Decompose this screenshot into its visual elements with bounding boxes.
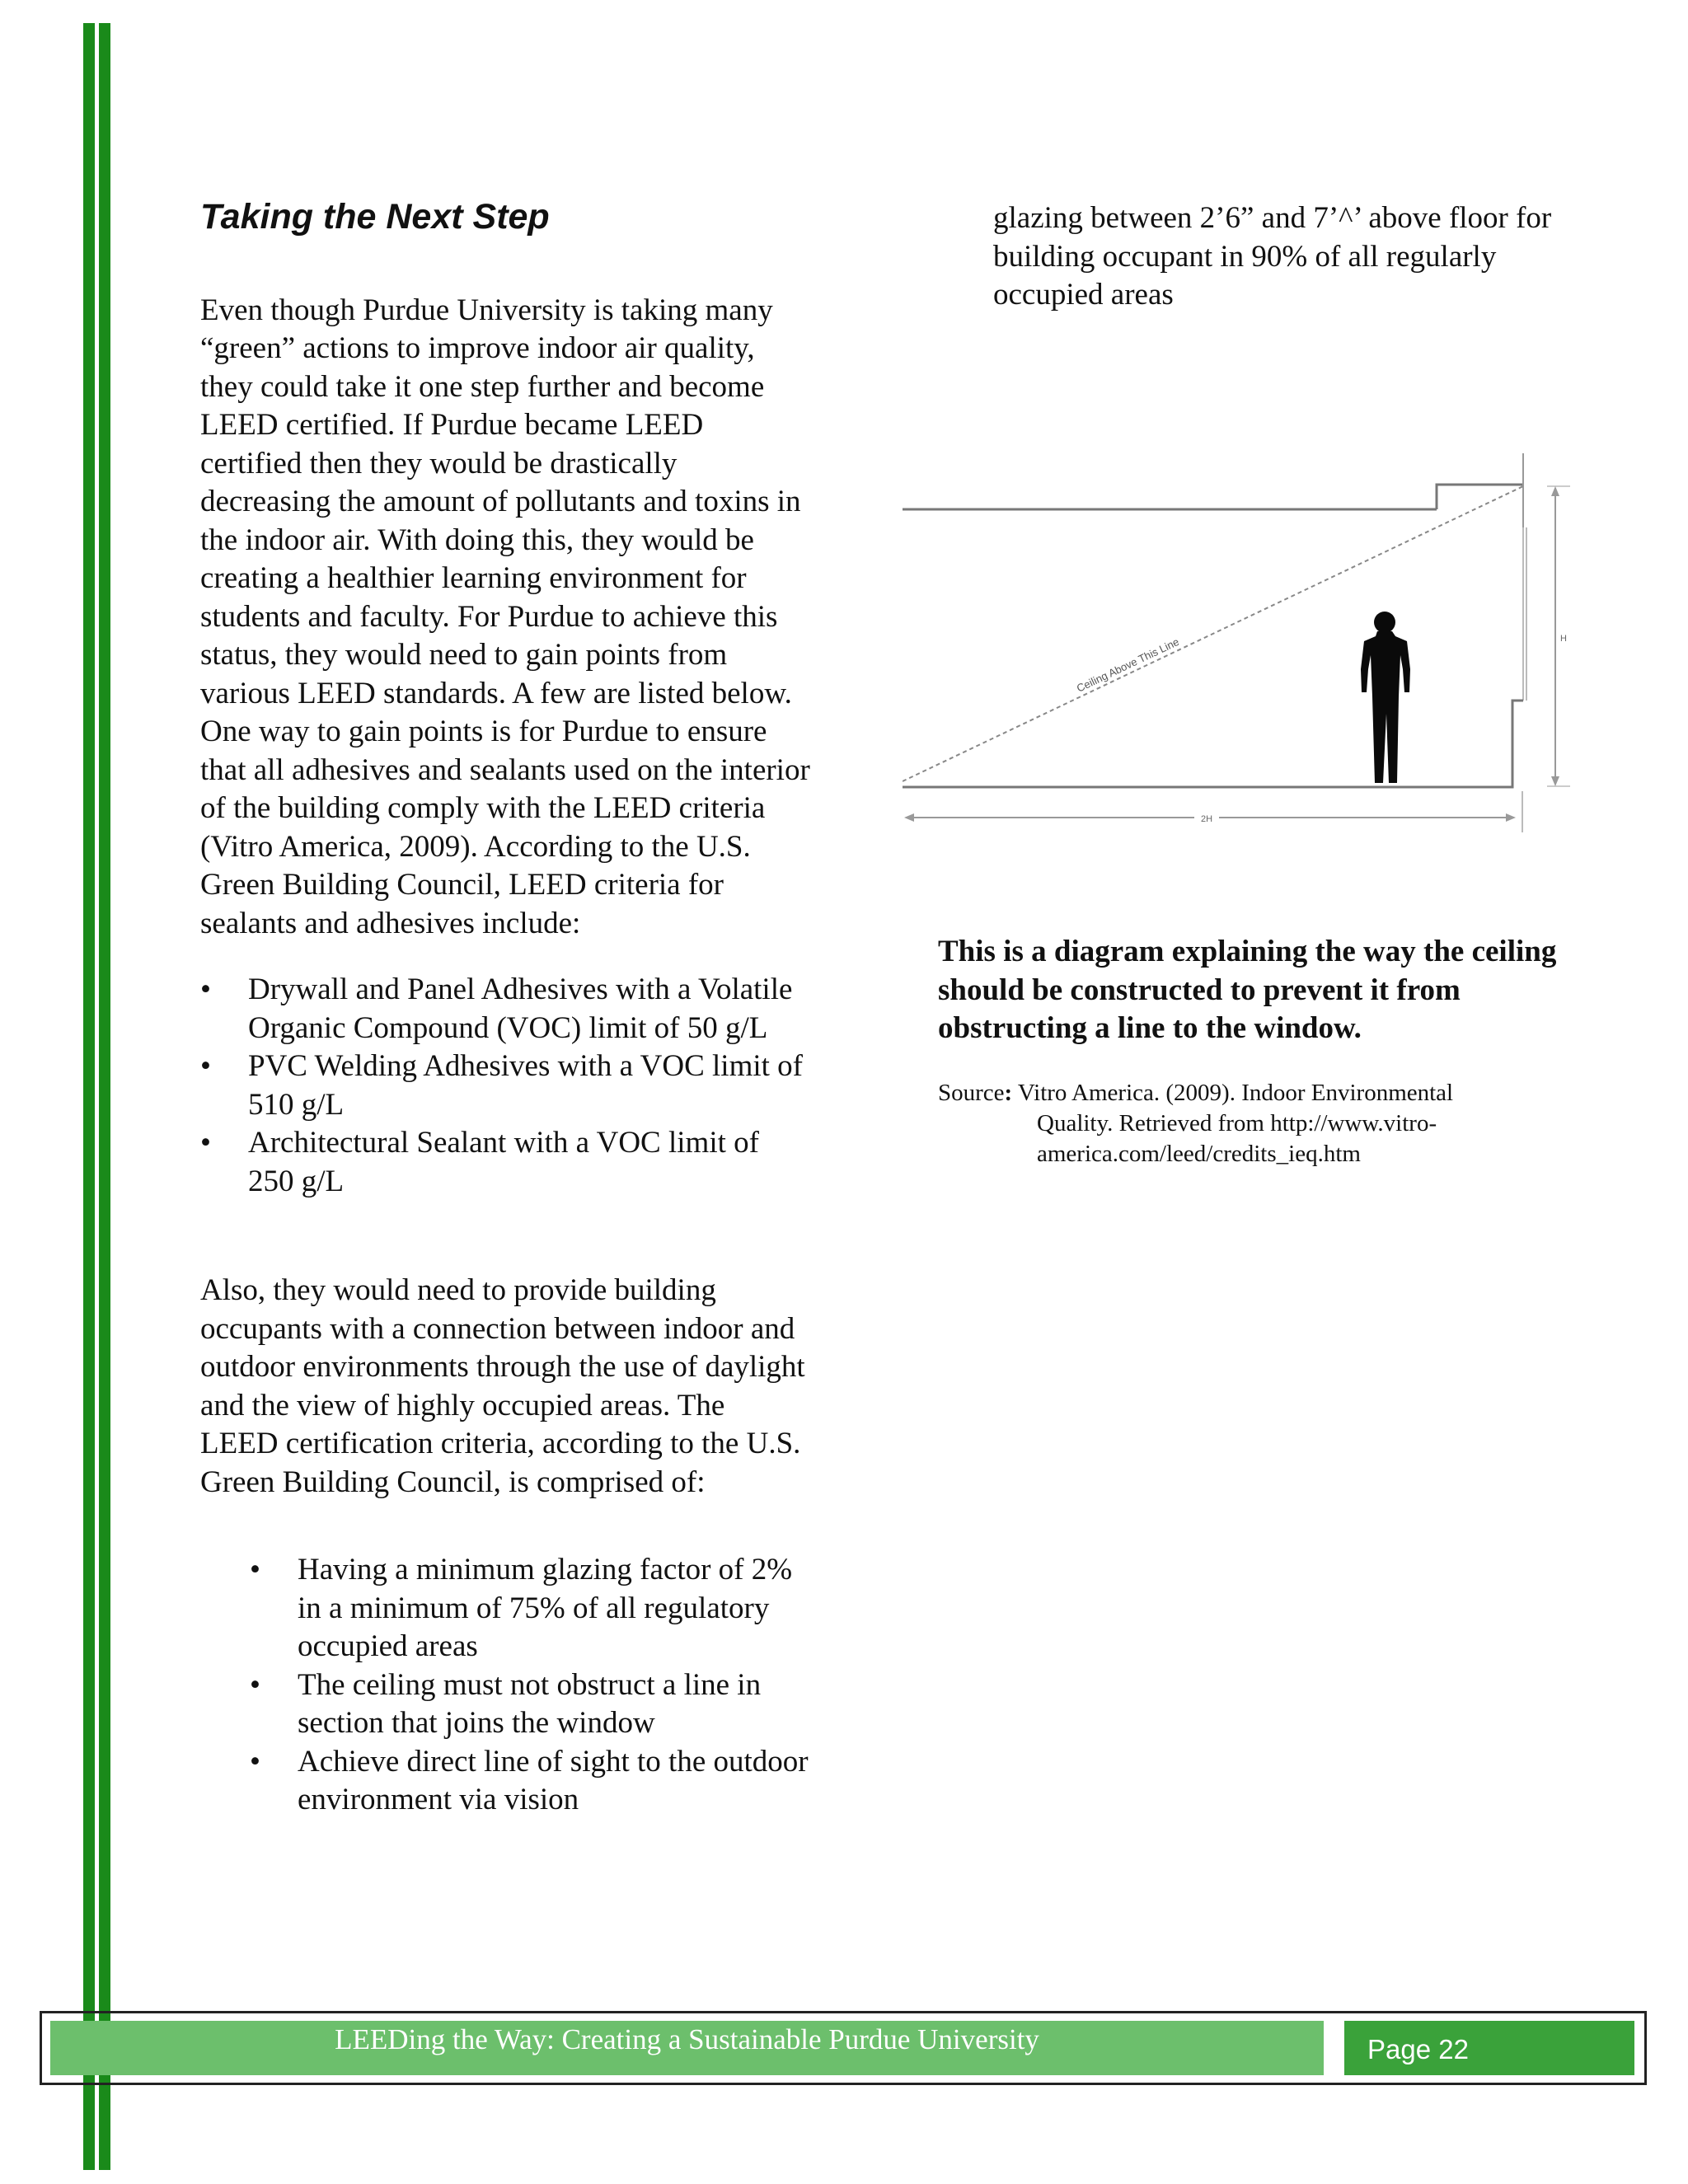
list-item xyxy=(250,1666,810,1743)
source-first-line: Vitro America. (2009). Indoor Environmental xyxy=(1012,1080,1454,1106)
floor-and-sill-line xyxy=(903,701,1523,787)
daylight-paragraph: Also, they would need to provide building occupants with a connection between indoor and outdoor environments through the use of daylight and the view of highly occupied areas. The LEED certification criteria, according to the U.S. Green Building Council, is comprised of: xyxy=(200,1273,805,1499)
arrow-right-icon xyxy=(1506,813,1516,822)
list-item-text: Architectural Sealant with a VOC limit of 250 g/L xyxy=(248,1126,759,1198)
bullet-glyph: • xyxy=(250,1744,260,1779)
sight-line xyxy=(903,486,1523,781)
left-margin-bar-outer xyxy=(83,23,95,2170)
list-item xyxy=(250,1551,810,1666)
section-heading: Taking the Next Step xyxy=(200,197,550,237)
arrow-up-icon xyxy=(1551,486,1559,496)
list-item-text: PVC Welding Adhesives with a VOC limit of 510 g/L xyxy=(248,1049,803,1122)
person-silhouette xyxy=(1361,612,1410,783)
height-label: H xyxy=(1560,634,1567,644)
bullet-glyph: • xyxy=(200,1126,211,1160)
raised-ceiling-line xyxy=(1437,485,1523,509)
source-citation xyxy=(938,1078,1564,1169)
list-item xyxy=(200,1124,810,1201)
bullet-glyph: • xyxy=(250,1667,260,1702)
source-colon: : xyxy=(1004,1080,1013,1106)
source-continuation: Quality. Retrieved from http://www.vitro-america.com/leed/credits_ieq.htm xyxy=(1037,1110,1437,1167)
footer-title: LEEDing the Way: Creating a Sustainable Purdue University xyxy=(50,2021,1324,2075)
diagram-caption: This is a diagram explaining the way the ceiling should be constructed to prevent it from obstructing a line to the window. xyxy=(938,935,1557,1045)
width-label: 2H xyxy=(1200,814,1213,824)
arrow-left-icon xyxy=(904,813,914,822)
adhesive-criteria-list xyxy=(200,971,810,1201)
page-number: Page 22 xyxy=(1344,2021,1634,2075)
list-item xyxy=(250,1743,810,1820)
daylight-criteria-list xyxy=(200,1551,810,1820)
list-item-text: The ceiling must not obstruct a line in section that joins the window xyxy=(298,1667,762,1741)
bullet-glyph: • xyxy=(200,1049,211,1084)
page-footer xyxy=(40,2011,1647,2085)
left-column xyxy=(200,196,810,1820)
intro-paragraph: Even though Purdue University is taking many “green” actions to improve indoor air quality, they could take it one step further and become LEED certified. If Purdue became LEED certified then they would be drastically decreasing the amount of pollutants and toxins in the indoor air. With doing this, they would be creating a healthier learning environment for students and faculty. For Purdue to achieve this status, they would need to gain points from various LEED standards. A few are listed below. One way to gain points is for Purdue to ensure that all adhesives and sealants used on the interior of the building comply with the LEED criteria (Vitro America, 2009). According to the U.S. Green Building Council, LEED criteria for sealants and adhesives include: xyxy=(200,293,810,940)
source-label: Source xyxy=(938,1080,1005,1106)
continuation-text: glazing between 2’6” and 7’^’ above floor for building occupant in 90% of all regularly occupied areas xyxy=(993,201,1552,312)
list-item xyxy=(200,971,810,1047)
list-item-text: Drywall and Panel Adhesives with a Volatile Organic Compound (VOC) limit of 50 g/L xyxy=(248,972,793,1045)
list-item-text: Achieve direct line of sight to the outdoor environment via vision xyxy=(298,1744,809,1817)
arrow-down-icon xyxy=(1551,776,1559,786)
bullet-glyph: • xyxy=(250,1553,260,1587)
list-item-text: Having a minimum glazing factor of 2% in a minimum of 75% of all regulatory occupied areas xyxy=(298,1553,793,1664)
list-item xyxy=(200,1047,810,1124)
left-margin-bar-inner xyxy=(99,23,110,2170)
bullet-glyph: • xyxy=(200,972,211,1007)
sight-line-label: Ceiling Above This Line xyxy=(1074,635,1181,695)
ceiling-line-of-sight-diagram xyxy=(903,453,1578,841)
